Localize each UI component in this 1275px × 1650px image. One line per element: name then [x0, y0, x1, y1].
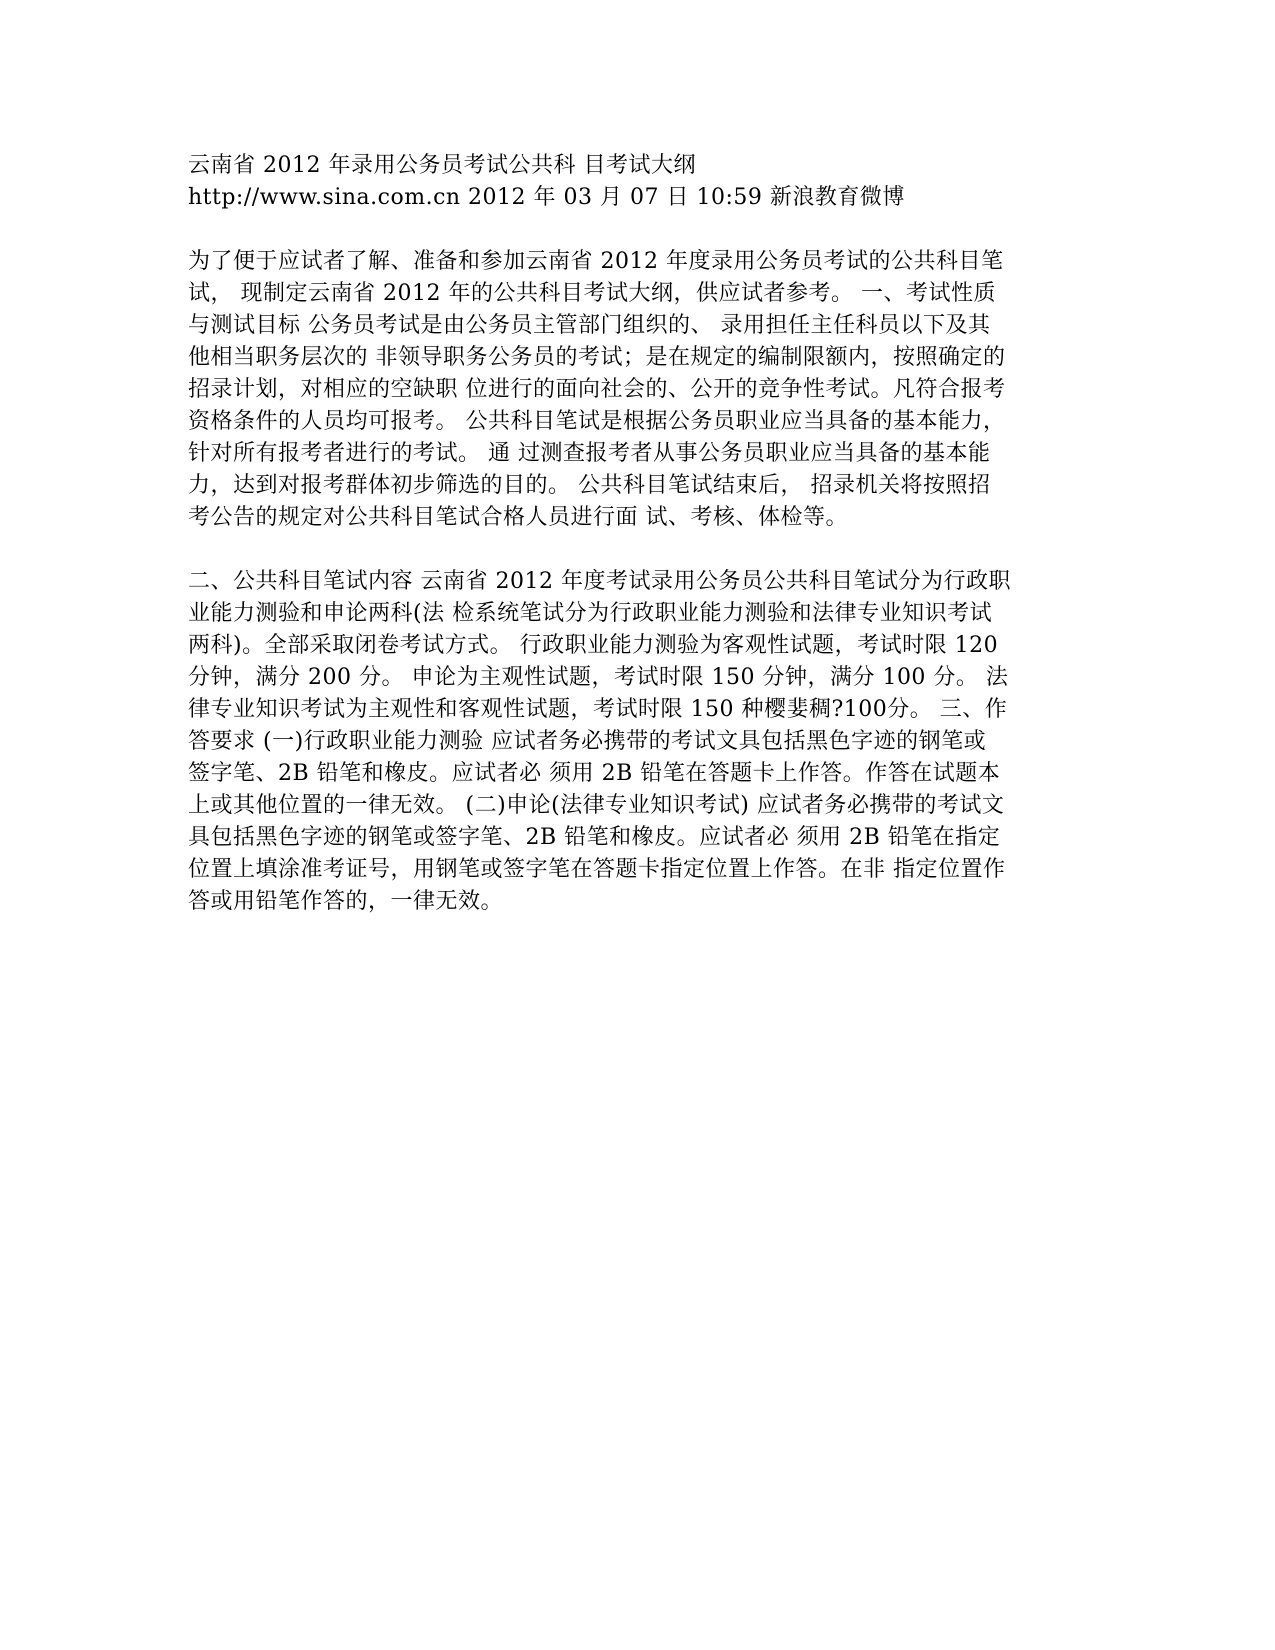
paragraph-line: 答或用铅笔作答的，一律无效。 [188, 889, 504, 914]
paragraph-line: 资格条件的人员均可报考。 公共科目笔试是根据公务员职业应当具备的基本能力， [188, 409, 1006, 434]
paragraph-line: 招录计划，对相应的空缺职 位进行的面向社会的、公开的竞争性考试。凡符合报考 [188, 377, 1006, 402]
paragraph-intro [188, 246, 1088, 534]
paragraph-line: 答要求 (一)行政职业能力测验 应试者务必携带的考试文具包括黑色字迹的钢笔或 [188, 729, 987, 754]
document-body [188, 150, 1088, 918]
source-line: http://www.sina.com.cn 2012 年 03 月 07 日 10:59 新浪教育微博 [188, 185, 905, 210]
paragraph-line: 力，达到对报考群体初步筛选的目的。 公共科目笔试结束后， 招录机关将按照招 [188, 473, 991, 498]
paragraph-line: 两科)。全部采取闭卷考试方式。 行政职业能力测验为客观性试题，考试时限 120 [188, 633, 999, 658]
paragraph-line: 分钟，满分 200 分。 申论为主观性试题，考试时限 150 分钟，满分 100 分。 法 [188, 665, 1009, 690]
paragraph-line: 他相当职务层次的 非领导职务公务员的考试；是在规定的编制限额内，按照确定的 [188, 345, 1006, 370]
paragraph-exam-content [188, 566, 1088, 918]
document-title: 云南省 2012 年录用公务员考试公共科 目考试大纲 [188, 153, 696, 178]
blank-line [188, 534, 1088, 566]
blank-line [188, 214, 1088, 246]
paragraph-line: 上或其他位置的一律无效。 (二)申论(法律专业知识考试) 应试者务必携带的考试文 [188, 793, 1005, 818]
paragraph-line: 试， 现制定云南省 2012 年的公共科目考试大纲，供应试者参考。 一、考试性质 [188, 281, 996, 306]
paragraph-line: 二、公共科目笔试内容 云南省 2012 年度考试录用公务员公共科目笔试分为行政职 [188, 569, 1011, 594]
paragraph-line: 具包括黑色字迹的钢笔或签字笔、2B 铅笔和橡皮。应试者必 须用 2B 铅笔在指定 [188, 825, 1001, 850]
paragraph-line: 为了便于应试者了解、准备和参加云南省 2012 年度录用公务员考试的公共科目笔 [188, 249, 1004, 274]
paragraph-line: 签字笔、2B 铅笔和橡皮。应试者必 须用 2B 铅笔在答题卡上作答。作答在试题本 [188, 761, 1001, 786]
paragraph-line: 针对所有报考者进行的考试。 通 过测查报考者从事公务员职业应当具备的基本能 [188, 441, 991, 466]
paragraph-line: 律专业知识考试为主观性和客观性试题，考试时限 150 种樱婓稠?100分。 三、作 [188, 697, 1008, 722]
paragraph-line: 位置上填涂准考证号，用钢笔或签字笔在答题卡指定位置上作答。在非 指定位置作 [188, 857, 1006, 882]
paragraph-line: 业能力测验和申论两科(法 检系统笔试分为行政职业能力测验和法律专业知识考试 [188, 601, 993, 626]
paragraph-line: 考公告的规定对公共科目笔试合格人员进行面 试、考核、体检等。 [188, 505, 848, 530]
paragraph-line: 与测试目标 公务员考试是由公务员主管部门组织的、 录用担任主任科员以下及其 [188, 313, 991, 338]
